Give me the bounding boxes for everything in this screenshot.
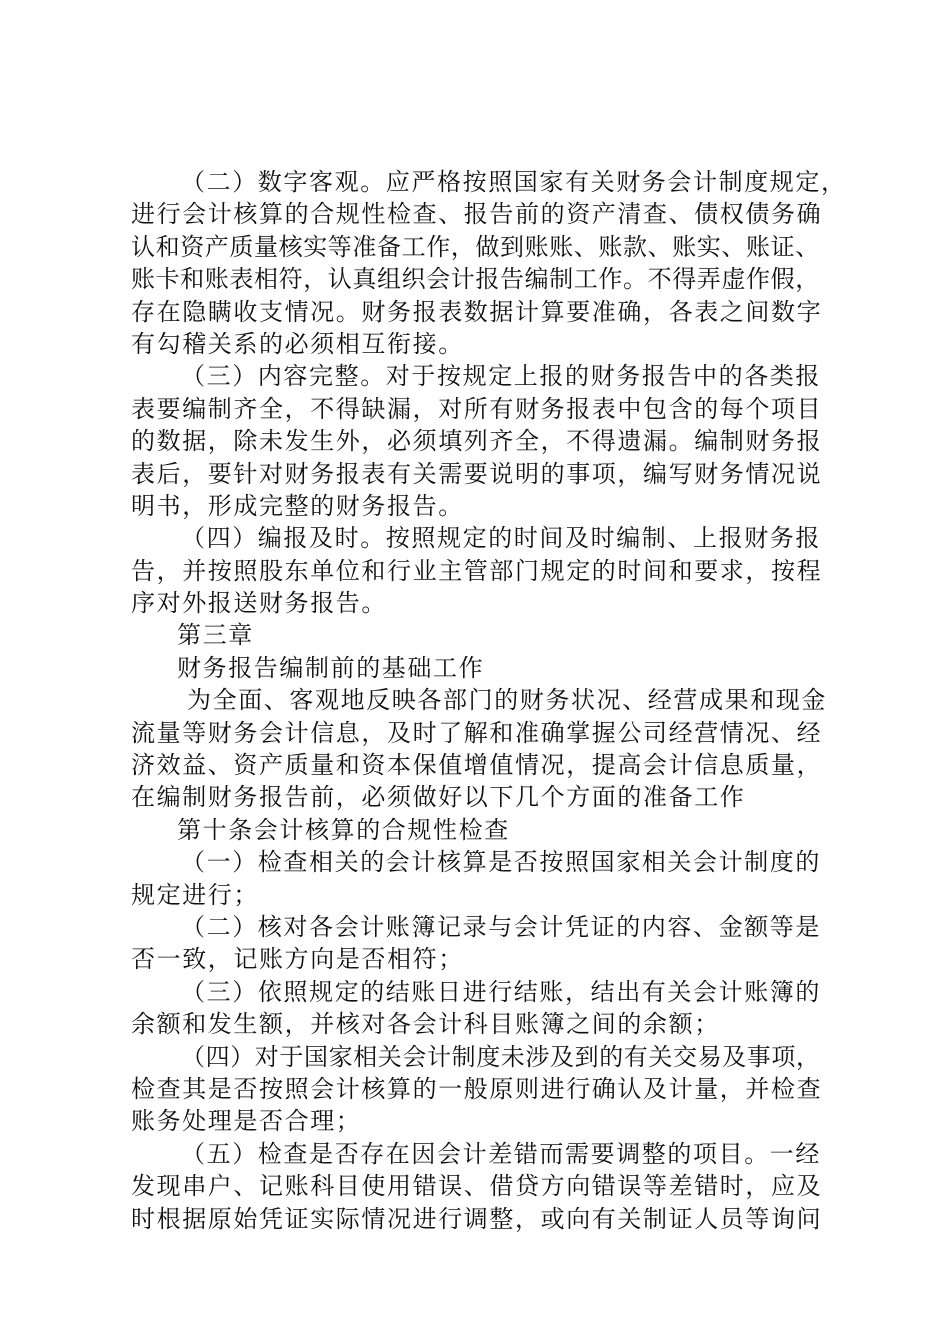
document-body [131,166,847,1235]
paragraph-line: （二）核对各会计账簿记录与会计凭证的内容、金额等是 [181,912,821,941]
paragraph-line: 明书，形成完整的财务报告。 [131,491,464,520]
chapter-heading: 第三章 [177,621,254,650]
paragraph-line: 检查其是否按照会计核算的一般原则进行确认及计量，并检查 [131,1074,823,1103]
paragraph-line: 流量等财务会计信息，及时了解和准确掌握公司经营情况、经 [131,718,823,747]
paragraph-line: 规定进行； [131,880,259,909]
paragraph-line: 存在隐瞒收支情况。财务报表数据计算要准确，各表之间数字 [131,297,823,326]
paragraph-line: 在编制财务报告前，必须做好以下几个方面的准备工作 [131,783,746,812]
paragraph-line: 账卡和账表相符，认真组织会计报告编制工作。不得弄虚作假， [131,265,820,294]
paragraph-line: （二）数字客观。应严格按照国家有关财务会计制度规定， [181,168,847,196]
paragraph-line: （三）依照规定的结账日进行结账，结出有关会计账簿的 [181,977,821,1006]
paragraph-line: 发现串户、记账科目使用错误、借贷方向错误等差错时，应及 [131,1172,823,1201]
article-heading: 第十条会计核算的合规性检查 [177,815,510,844]
paragraph-line: （三）内容完整。对于按规定上报的财务报告中的各类报 [181,362,821,391]
paragraph-line: 告，并按照股东单位和行业主管部门规定的时间和要求，按程 [131,556,823,585]
paragraph-line: 序对外报送财务报告。 [131,589,387,618]
paragraph-line: 账务处理是否合理； [131,1107,362,1136]
paragraph-line: （一）检查相关的会计核算是否按照国家相关会计制度的 [181,848,821,877]
paragraph-line: 认和资产质量核实等准备工作，做到账账、账款、账实、账证、 [131,232,820,261]
paragraph-line: （五）检查是否存在因会计差错而需要调整的项目。一经 [181,1139,821,1168]
paragraph-line: 表后，要针对财务报表有关需要说明的事项，编写财务情况说 [131,459,823,488]
paragraph-line: 时根据原始凭证实际情况进行调整，或向有关制证人员等询问 [131,1204,823,1233]
paragraph-line: 为全面、客观地反映各部门的财务状况、经营成果和现金 [187,686,827,715]
paragraph-line: 济效益、资产质量和资本保值增值情况，提高会计信息质量， [131,751,823,780]
paragraph-line: 表要编制齐全，不得缺漏，对所有财务报表中包含的每个项目 [131,394,823,423]
paragraph-line: 有勾稽关系的必须相互衔接。 [131,329,464,358]
chapter-title: 财务报告编制前的基础工作 [177,653,485,682]
paragraph-line: 的数据，除未发生外，必须填列齐全，不得遗漏。编制财务报 [131,427,823,456]
paragraph-line: （四）编报及时。按照规定的时间及时编制、上报财务报 [181,524,821,553]
paragraph-line: 否一致，记账方向是否相符； [131,945,464,974]
paragraph-line: 进行会计核算的合规性检查、报告前的资产清查、债权债务确 [131,200,823,229]
paragraph-line: 余额和发生额，并核对各会计科目账簿之间的余额； [131,1010,720,1039]
paragraph-line: （四）对于国家相关会计制度未涉及到的有关交易及事项， [181,1042,821,1071]
